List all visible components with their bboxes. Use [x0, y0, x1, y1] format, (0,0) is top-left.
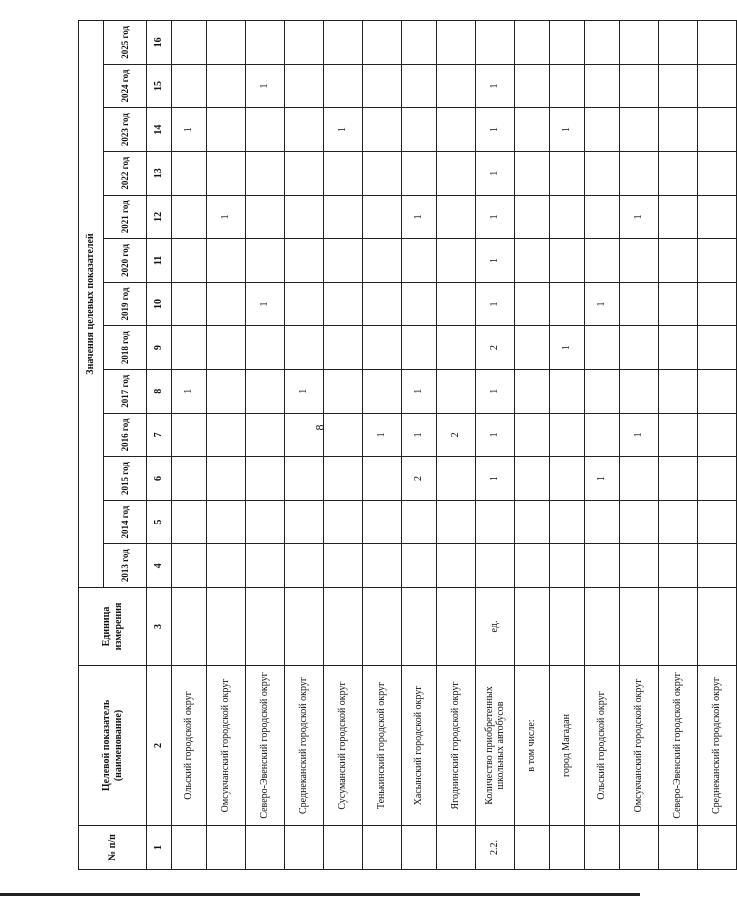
row-name-cell: в том числе:	[515, 666, 550, 826]
row-unit-cell: ед.	[476, 588, 515, 666]
column-number: 6	[147, 457, 172, 501]
row-value-cell: 2	[476, 326, 515, 370]
table-row	[324, 21, 363, 870]
target-indicators-table	[78, 20, 737, 870]
row-value-cell	[207, 500, 246, 544]
row-value-cell	[285, 21, 324, 65]
row-value-cell	[659, 64, 698, 108]
row-value-cell	[402, 151, 437, 195]
row-num-cell	[207, 826, 246, 870]
row-value-cell	[698, 500, 737, 544]
row-value-cell	[172, 326, 207, 370]
column-number: 8	[147, 369, 172, 413]
row-value-cell	[515, 195, 550, 239]
row-value-cell	[402, 326, 437, 370]
row-value-cell	[172, 151, 207, 195]
row-value-cell	[659, 457, 698, 501]
row-value-cell	[698, 64, 737, 108]
table-row	[285, 21, 324, 870]
row-value-cell	[207, 239, 246, 283]
column-number: 5	[147, 500, 172, 544]
row-value-cell	[550, 544, 585, 588]
row-value-cell	[207, 544, 246, 588]
column-number: 16	[147, 21, 172, 65]
row-value-cell	[585, 195, 620, 239]
header-year: 2019 год	[104, 282, 147, 326]
row-value-cell	[324, 500, 363, 544]
row-value-cell	[285, 500, 324, 544]
row-value-cell: 1	[246, 282, 285, 326]
row-value-cell	[437, 21, 476, 65]
row-num-cell	[172, 826, 207, 870]
row-value-cell	[246, 21, 285, 65]
table-row	[476, 21, 515, 870]
row-value-cell	[659, 544, 698, 588]
row-value-cell	[550, 151, 585, 195]
row-unit-cell	[698, 588, 737, 666]
row-value-cell	[698, 195, 737, 239]
row-value-cell	[363, 457, 402, 501]
row-value-cell: 1	[476, 151, 515, 195]
row-value-cell	[285, 282, 324, 326]
column-number: 11	[147, 239, 172, 283]
row-value-cell	[550, 369, 585, 413]
row-value-cell	[550, 195, 585, 239]
row-value-cell	[698, 282, 737, 326]
header-year: 2015 год	[104, 457, 147, 501]
table-row	[550, 21, 585, 870]
row-name-cell: Ольский городской округ	[585, 666, 620, 826]
row-value-cell	[363, 151, 402, 195]
row-value-cell	[324, 239, 363, 283]
row-value-cell	[698, 369, 737, 413]
row-value-cell	[585, 108, 620, 152]
row-value-cell	[246, 369, 285, 413]
row-name-cell: город Магадан	[550, 666, 585, 826]
row-name-cell: Омсукчанский городской округ	[207, 666, 246, 826]
row-value-cell	[324, 195, 363, 239]
row-value-cell: 2	[402, 457, 437, 501]
row-value-cell	[363, 282, 402, 326]
row-value-cell	[207, 326, 246, 370]
row-value-cell	[698, 108, 737, 152]
row-name-cell: Ольский городской округ	[172, 666, 207, 826]
row-value-cell	[324, 457, 363, 501]
row-name-cell: Тенькинский городской округ	[363, 666, 402, 826]
row-value-cell	[585, 544, 620, 588]
row-value-cell	[550, 21, 585, 65]
row-value-cell	[659, 326, 698, 370]
row-num-cell	[437, 826, 476, 870]
column-number: 7	[147, 413, 172, 457]
row-value-cell	[172, 21, 207, 65]
row-num-cell	[402, 826, 437, 870]
row-value-cell	[515, 544, 550, 588]
table-row	[207, 21, 246, 870]
header-year: 2017 год	[104, 369, 147, 413]
row-value-cell	[207, 21, 246, 65]
row-value-cell: 1	[402, 413, 437, 457]
header-year: 2023 год	[104, 108, 147, 152]
row-value-cell	[515, 64, 550, 108]
table-row	[363, 21, 402, 870]
page-number: 8	[312, 424, 327, 431]
row-value-cell	[437, 239, 476, 283]
row-value-cell: 1	[476, 108, 515, 152]
row-value-cell	[698, 151, 737, 195]
row-value-cell	[285, 64, 324, 108]
row-unit-cell	[437, 588, 476, 666]
row-value-cell	[363, 500, 402, 544]
header-year: 2016 год	[104, 413, 147, 457]
row-value-cell	[207, 282, 246, 326]
row-value-cell	[659, 21, 698, 65]
row-unit-cell	[585, 588, 620, 666]
row-value-cell	[246, 457, 285, 501]
column-number: 15	[147, 64, 172, 108]
row-value-cell	[437, 282, 476, 326]
row-value-cell	[172, 195, 207, 239]
table-row	[402, 21, 437, 870]
row-num-cell	[585, 826, 620, 870]
row-value-cell	[246, 326, 285, 370]
row-value-cell	[659, 195, 698, 239]
row-value-cell	[476, 500, 515, 544]
header-values-group: Значения целевых показателей	[79, 21, 104, 588]
row-value-cell	[437, 544, 476, 588]
row-value-cell	[172, 64, 207, 108]
table-row	[172, 21, 207, 870]
row-value-cell	[402, 544, 437, 588]
row-value-cell	[172, 544, 207, 588]
column-number: 4	[147, 544, 172, 588]
row-value-cell: 1	[402, 195, 437, 239]
row-value-cell	[246, 108, 285, 152]
row-name-cell: Среднеканский городской округ	[285, 666, 324, 826]
row-value-cell	[285, 326, 324, 370]
row-value-cell	[515, 108, 550, 152]
row-value-cell	[515, 326, 550, 370]
row-value-cell	[437, 369, 476, 413]
row-value-cell: 1	[476, 369, 515, 413]
row-value-cell	[285, 457, 324, 501]
row-value-cell	[585, 500, 620, 544]
row-value-cell	[620, 21, 659, 65]
row-value-cell	[246, 413, 285, 457]
row-value-cell	[659, 108, 698, 152]
row-value-cell	[437, 64, 476, 108]
row-value-cell	[324, 369, 363, 413]
row-value-cell	[207, 369, 246, 413]
row-value-cell	[437, 108, 476, 152]
row-num-cell	[246, 826, 285, 870]
row-value-cell	[172, 239, 207, 283]
row-value-cell	[620, 326, 659, 370]
row-value-cell	[620, 457, 659, 501]
row-value-cell	[620, 108, 659, 152]
row-value-cell: 1	[476, 239, 515, 283]
row-value-cell	[172, 282, 207, 326]
row-value-cell	[207, 108, 246, 152]
row-value-cell: 1	[246, 64, 285, 108]
row-value-cell	[207, 151, 246, 195]
row-value-cell	[246, 500, 285, 544]
row-value-cell	[402, 64, 437, 108]
row-num-cell: 2.2.	[476, 826, 515, 870]
row-value-cell	[285, 195, 324, 239]
header-year: 2021 год	[104, 195, 147, 239]
row-unit-cell	[659, 588, 698, 666]
header-unit: Единица измерения	[79, 588, 147, 666]
row-value-cell	[620, 282, 659, 326]
row-value-cell	[698, 544, 737, 588]
row-value-cell: 1	[620, 195, 659, 239]
row-name-cell: Среднеканский городской округ	[698, 666, 737, 826]
column-number: 14	[147, 108, 172, 152]
row-value-cell: 1	[476, 413, 515, 457]
row-value-cell	[172, 457, 207, 501]
row-value-cell	[324, 64, 363, 108]
column-number: 1	[147, 826, 172, 870]
row-num-cell	[515, 826, 550, 870]
header-year: 2018 год	[104, 326, 147, 370]
header-year: 2024 год	[104, 64, 147, 108]
header-year: 2020 год	[104, 239, 147, 283]
row-unit-cell	[515, 588, 550, 666]
row-value-cell: 2	[437, 413, 476, 457]
row-value-cell	[363, 108, 402, 152]
row-value-cell	[363, 239, 402, 283]
row-value-cell	[698, 326, 737, 370]
row-value-cell	[659, 413, 698, 457]
column-number: 12	[147, 195, 172, 239]
row-value-cell	[285, 413, 324, 457]
row-value-cell	[207, 64, 246, 108]
row-value-cell: 1	[324, 108, 363, 152]
header-year: 2014 год	[104, 500, 147, 544]
row-num-cell	[620, 826, 659, 870]
bottom-rule	[0, 893, 640, 896]
row-value-cell: 1	[207, 195, 246, 239]
row-value-cell	[620, 239, 659, 283]
row-value-cell	[246, 151, 285, 195]
row-value-cell: 1	[585, 282, 620, 326]
header-year: 2025 год	[104, 21, 147, 65]
table-row	[515, 21, 550, 870]
column-number: 10	[147, 282, 172, 326]
row-value-cell	[550, 64, 585, 108]
row-value-cell	[515, 500, 550, 544]
table-row	[437, 21, 476, 870]
row-value-cell	[285, 108, 324, 152]
row-value-cell	[585, 151, 620, 195]
target-indicators-table-rotated	[78, 20, 723, 870]
row-value-cell	[363, 195, 402, 239]
row-value-cell	[172, 500, 207, 544]
row-value-cell	[585, 21, 620, 65]
row-value-cell	[659, 500, 698, 544]
row-value-cell: 1	[620, 413, 659, 457]
row-unit-cell	[172, 588, 207, 666]
row-num-cell	[659, 826, 698, 870]
row-value-cell: 1	[476, 282, 515, 326]
column-number: 2	[147, 666, 172, 826]
row-value-cell	[659, 151, 698, 195]
row-value-cell: 1	[550, 108, 585, 152]
column-number-row	[147, 21, 172, 870]
row-value-cell	[515, 282, 550, 326]
row-unit-cell	[207, 588, 246, 666]
row-value-cell	[620, 151, 659, 195]
header-num: № п/п	[79, 826, 147, 870]
row-value-cell	[402, 500, 437, 544]
row-value-cell	[402, 239, 437, 283]
row-value-cell	[363, 544, 402, 588]
row-value-cell	[515, 21, 550, 65]
table-row	[659, 21, 698, 870]
row-value-cell	[659, 369, 698, 413]
row-name-cell: Количество приобретенных школьных автобусов	[476, 666, 515, 826]
row-value-cell	[550, 457, 585, 501]
row-value-cell	[402, 108, 437, 152]
row-value-cell	[550, 239, 585, 283]
row-num-cell	[698, 826, 737, 870]
row-value-cell	[246, 239, 285, 283]
row-value-cell	[437, 457, 476, 501]
row-value-cell	[620, 500, 659, 544]
row-value-cell	[285, 544, 324, 588]
row-value-cell	[585, 369, 620, 413]
row-value-cell	[324, 151, 363, 195]
row-value-cell	[285, 151, 324, 195]
row-value-cell	[698, 21, 737, 65]
row-value-cell	[363, 21, 402, 65]
row-value-cell	[324, 21, 363, 65]
row-value-cell	[620, 64, 659, 108]
row-name-cell: Северо-Эвенский городской округ	[246, 666, 285, 826]
row-value-cell	[285, 239, 324, 283]
row-num-cell	[363, 826, 402, 870]
row-name-cell: Северо-Эвенский городской округ	[659, 666, 698, 826]
row-value-cell: 1	[585, 457, 620, 501]
row-value-cell	[207, 413, 246, 457]
row-name-cell: Сусуманский городской округ	[324, 666, 363, 826]
row-value-cell	[363, 64, 402, 108]
row-unit-cell	[550, 588, 585, 666]
row-value-cell: 1	[476, 195, 515, 239]
row-unit-cell	[402, 588, 437, 666]
row-value-cell: 1	[476, 457, 515, 501]
row-value-cell	[698, 413, 737, 457]
row-value-cell	[172, 413, 207, 457]
row-value-cell	[402, 282, 437, 326]
row-value-cell: 1	[402, 369, 437, 413]
table-row	[246, 21, 285, 870]
row-value-cell	[585, 64, 620, 108]
row-value-cell	[659, 239, 698, 283]
row-value-cell	[698, 239, 737, 283]
table-row	[585, 21, 620, 870]
row-unit-cell	[324, 588, 363, 666]
row-value-cell	[476, 21, 515, 65]
row-value-cell: 1	[172, 108, 207, 152]
row-value-cell	[585, 239, 620, 283]
column-number: 3	[147, 588, 172, 666]
row-value-cell: 1	[285, 369, 324, 413]
header-year: 2013 год	[104, 544, 147, 588]
row-value-cell	[515, 413, 550, 457]
row-value-cell	[585, 413, 620, 457]
row-value-cell	[363, 369, 402, 413]
row-value-cell	[324, 544, 363, 588]
row-unit-cell	[363, 588, 402, 666]
row-value-cell	[515, 369, 550, 413]
row-value-cell	[698, 457, 737, 501]
row-value-cell	[324, 282, 363, 326]
row-num-cell	[324, 826, 363, 870]
column-number: 9	[147, 326, 172, 370]
row-value-cell	[402, 21, 437, 65]
row-value-cell	[585, 326, 620, 370]
header-indicator: Целевой показатель (наименование)	[79, 666, 147, 826]
row-value-cell	[515, 239, 550, 283]
row-value-cell	[324, 413, 363, 457]
row-value-cell	[246, 195, 285, 239]
row-value-cell	[437, 151, 476, 195]
row-value-cell: 1	[476, 64, 515, 108]
row-value-cell	[550, 500, 585, 544]
row-value-cell: 1	[172, 369, 207, 413]
table-row	[698, 21, 737, 870]
row-value-cell	[246, 544, 285, 588]
column-number: 13	[147, 151, 172, 195]
row-unit-cell	[246, 588, 285, 666]
row-num-cell	[285, 826, 324, 870]
row-value-cell: 1	[550, 326, 585, 370]
row-name-cell: Омсукчанский городской округ	[620, 666, 659, 826]
row-value-cell	[659, 282, 698, 326]
row-value-cell	[437, 326, 476, 370]
row-unit-cell	[285, 588, 324, 666]
row-value-cell	[620, 369, 659, 413]
row-value-cell	[515, 151, 550, 195]
row-num-cell	[550, 826, 585, 870]
row-value-cell	[437, 500, 476, 544]
table-body	[147, 21, 737, 870]
row-value-cell: 1	[363, 413, 402, 457]
row-value-cell	[620, 544, 659, 588]
row-name-cell: Хасынский городской округ	[402, 666, 437, 826]
row-value-cell	[515, 457, 550, 501]
row-name-cell: Ягоднинский городской округ	[437, 666, 476, 826]
row-value-cell	[437, 195, 476, 239]
row-value-cell	[207, 457, 246, 501]
row-value-cell	[324, 326, 363, 370]
row-value-cell	[550, 282, 585, 326]
row-unit-cell	[620, 588, 659, 666]
row-value-cell	[363, 326, 402, 370]
row-value-cell	[550, 413, 585, 457]
row-value-cell	[476, 544, 515, 588]
table-row	[620, 21, 659, 870]
header-year: 2022 год	[104, 151, 147, 195]
